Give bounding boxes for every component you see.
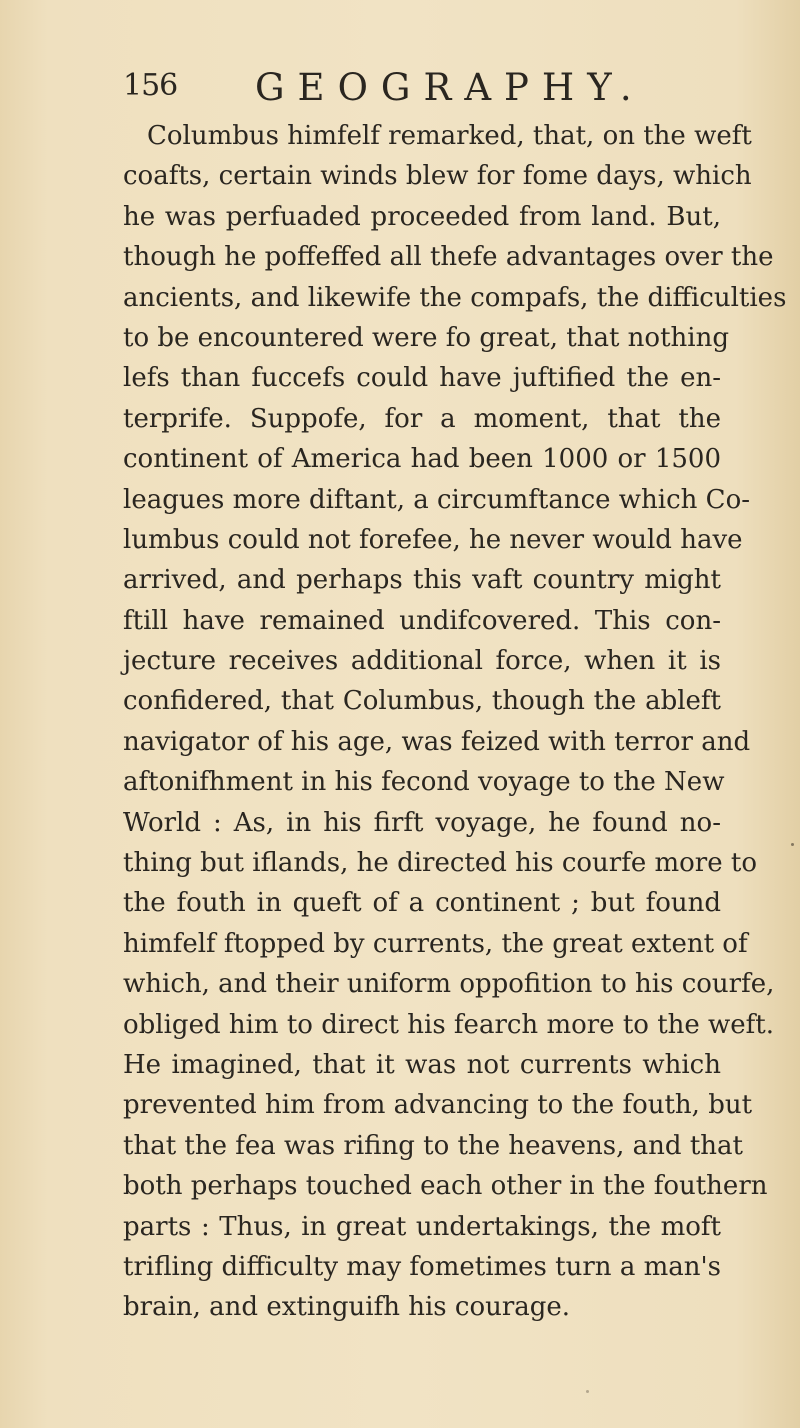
text-line: leagues more diftant, a circumftance which Co-: [123, 484, 751, 515]
paper-speck: [791, 843, 794, 846]
text-line: He imagined, that it was not currents which: [123, 1049, 721, 1080]
text-line: which, and their uniform oppofition to his courfe,: [123, 969, 775, 1000]
text-line: the fouth in queft of a continent ; but found: [123, 888, 721, 919]
text-line: brain, and extinguifh his courage.: [123, 1292, 571, 1323]
text-line: continent of America had been 1000 or 1500: [123, 444, 721, 475]
text-line: lumbus could not forefee, he never would have: [123, 524, 743, 555]
text-line: parts : Thus, in great undertakings, the moft: [123, 1211, 721, 1242]
text-line: himfelf ftopped by currents, the great extent of: [123, 928, 748, 959]
text-line: both perhaps touched each other in the fouthern: [123, 1171, 768, 1202]
text-line: that the fea was rifing to the heavens, and that: [123, 1130, 743, 1161]
text-line: arrived, and perhaps this vaft country might: [123, 565, 721, 596]
text-line: jecture receives additional force, when it is: [123, 646, 721, 677]
running-head: [123, 66, 645, 110]
text-line: coafts, certain winds blew for fome days, which: [123, 161, 752, 192]
text-line: terprife. Suppofe, for a moment, that the: [123, 403, 721, 434]
text-line: ancients, and likewife the compafs, the difficulties: [123, 282, 787, 313]
text-line: obliged him to direct his fearch more to the weft.: [123, 1009, 775, 1040]
text-line: he was perfuaded proceeded from land. But,: [123, 201, 721, 232]
text-line: aftonifhment in his fecond voyage to the New: [123, 767, 725, 798]
text-line: navigator of his age, was feized with terror and: [123, 726, 751, 757]
text-line: ftill have remained undifcovered. This con-: [123, 605, 721, 636]
text-line: trifling difficulty may fometimes turn a man's: [123, 1251, 721, 1282]
text-line: thing but iflands, he directed his courfe more to: [123, 848, 757, 879]
text-line: prevented him from advancing to the fouth, but: [123, 1090, 753, 1121]
paper-speck: [586, 1390, 589, 1393]
text-line: confidered, that Columbus, though the ableft: [123, 686, 721, 717]
body-text: [123, 116, 787, 1328]
text-line: though he poffeffed all thefe advantages over the: [123, 242, 774, 273]
page-number: 156: [123, 68, 178, 103]
text-line: Columbus himfelf remarked, that, on the weft: [147, 121, 752, 151]
running-title: GEOGRAPHY.: [255, 66, 645, 109]
text-line: to be encountered were fo great, that nothing: [123, 322, 729, 353]
text-line: lefs than fuccefs could have juftified the en-: [123, 363, 721, 394]
text-line: World : As, in his firft voyage, he found no-: [123, 807, 721, 838]
